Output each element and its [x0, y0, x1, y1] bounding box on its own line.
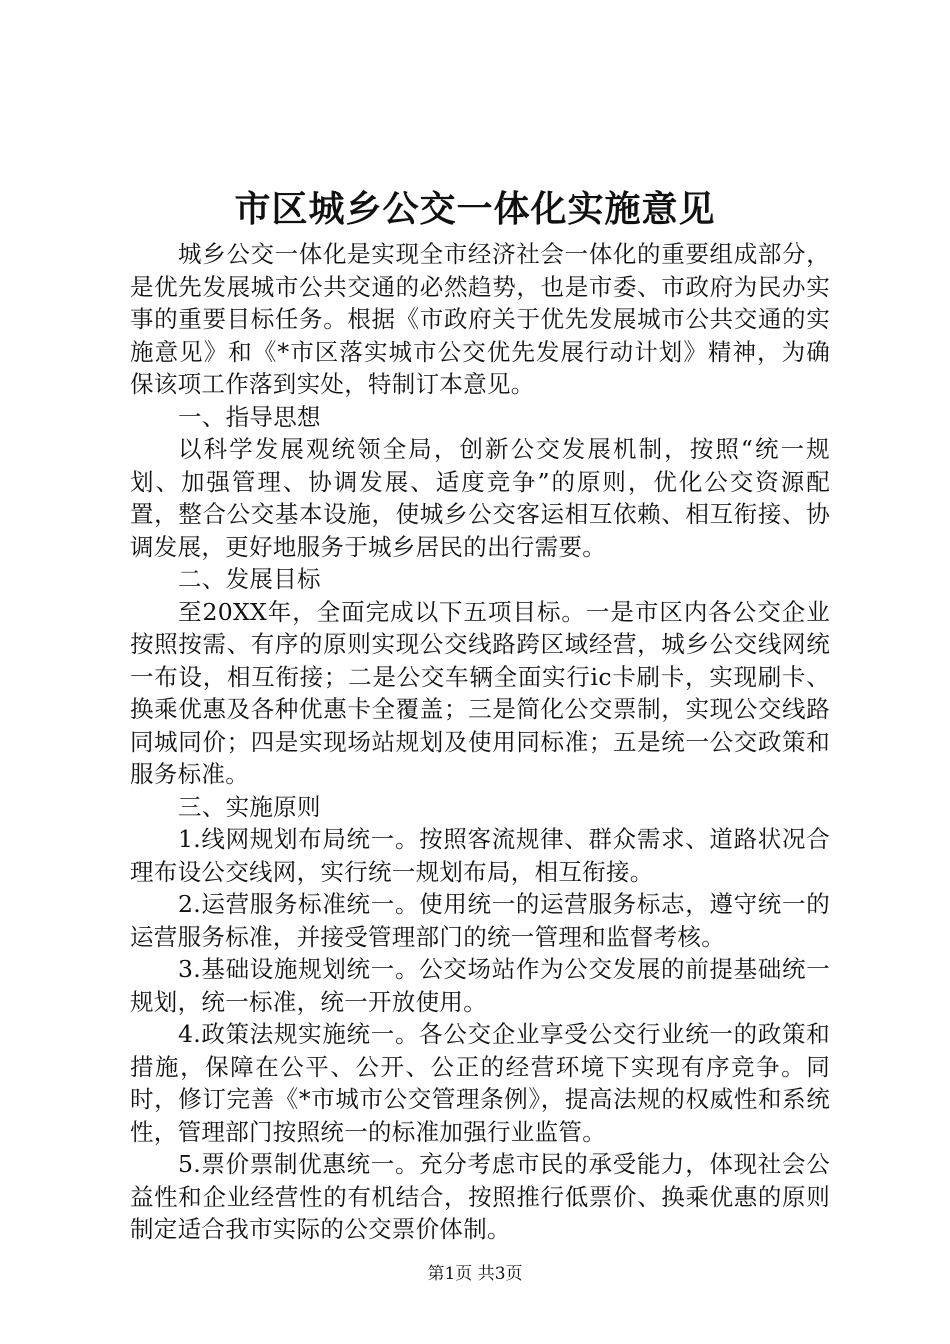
document-body [130, 238, 830, 1246]
document-title: 市区城乡公交一体化实施意见 [234, 188, 716, 230]
page-number-footer: 第1页 共3页 [427, 1264, 523, 1284]
paragraph-guiding-ideology: 以科学发展观统领全局，创新公交发展机制，按照“统一规划、加强管理、协调发展、适度竞争”的原则，优化公交资源配置，整合公交基本设施，使城乡公交客运相互依赖、相互衔接、协调发展，更好地服务于城乡居民的出行需要。 [130, 435, 830, 561]
paragraph-principle-3: 3.基础设施规划统一。公交场站作为公交发展的前提基础统一规划，统一标准，统一开放使用。 [130, 955, 830, 1016]
section-heading-guiding-ideology: 一、指导思想 [178, 402, 321, 431]
paragraph-intro: 城乡公交一体化是实现全市经济社会一体化的重要组成部分，是优先发展城市公共交通的必然趋势，也是市委、市政府为民办实事的重要目标任务。根据《市政府关于优先发展城市公共交通的实施意见》和《*市区落实城市公交优先发展行动计划》精神，为确保该项工作落到实处，特制订本意见。 [130, 240, 830, 398]
section-heading-development-goals: 二、发展目标 [178, 565, 321, 593]
paragraph-principle-2: 2.运营服务标准统一。使用统一的运营服务标志，遵守统一的运营服务标准，并接受管理部门的统一管理和监督考核。 [130, 890, 830, 951]
paragraph-principle-5: 5.票价票制优惠统一。充分考虑市民的承受能力，体现社会公益性和企业经营性的有机结合，按照推行低票价、换乘优惠的原则制定适合我市实际的公交票价体制。 [130, 1150, 830, 1243]
paragraph-principle-4: 4.政策法规实施统一。各公交企业享受公交行业统一的政策和措施，保障在公平、公开、公正的经营环境下实现有序竞争。同时，修订完善《*市城市公交管理条例》，提高法规的权威性和系统性，管理部门按照统一的标准加强行业监管。 [130, 1020, 830, 1146]
paragraph-development-goals: 至20XX年，全面完成以下五项目标。一是市区内各公交企业按照按需、有序的原则实现公交线路跨区域经营，城乡公交线网统一布设，相互衔接；二是公交车辆全面实行ic卡刷卡，实现刷卡、换乘优惠及各种优惠卡全覆盖；三是简化公交票制，实现公交线路同城同价；四是实现场站规划及使用同标准；五是统一公交政策和服务标准。 [130, 597, 830, 788]
section-heading-implementation-principles: 三、实施原则 [178, 792, 321, 821]
paragraph-principle-1: 1.线网规划布局统一。按照客流规律、群众需求、道路状况合理布设公交线网，实行统一规划布局，相互衔接。 [130, 825, 830, 886]
